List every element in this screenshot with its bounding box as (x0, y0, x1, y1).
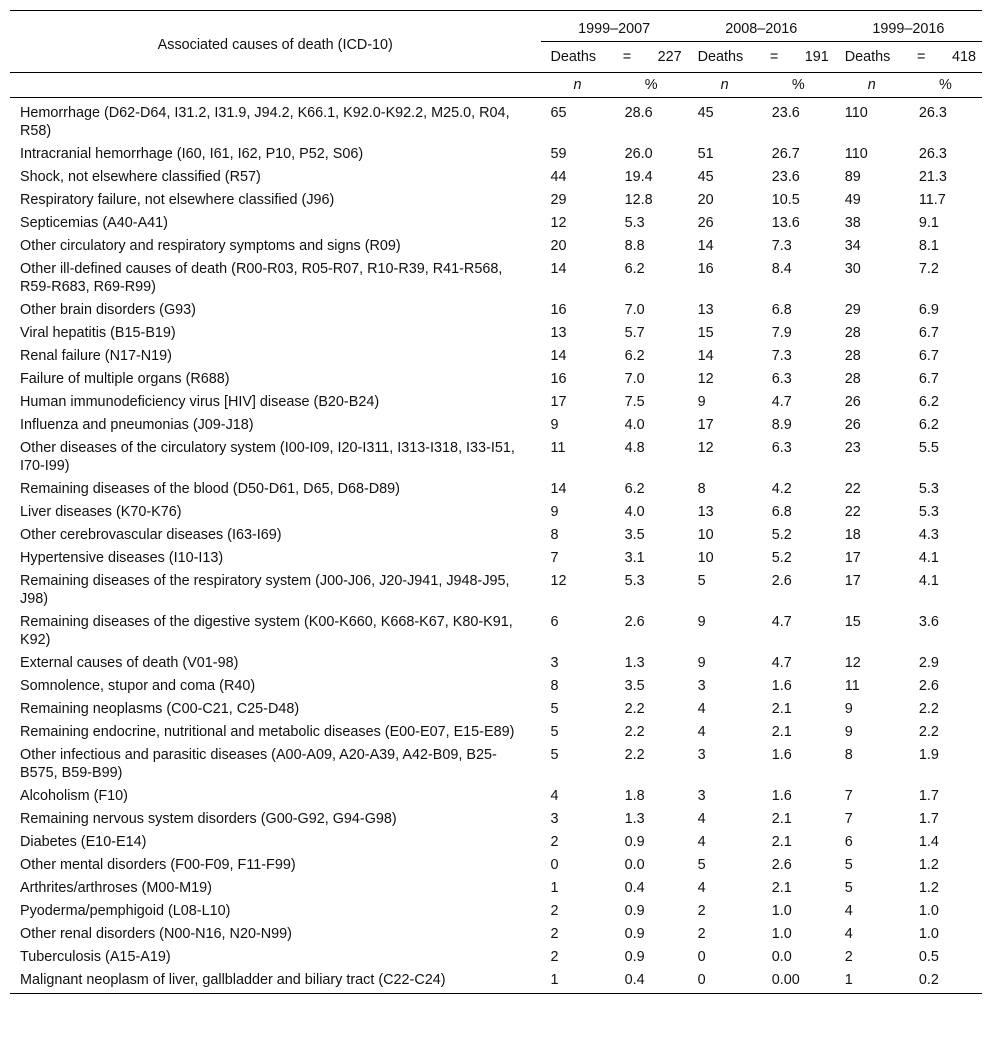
percent-cell: 26.3 (918, 146, 947, 162)
table-row (10, 321, 982, 344)
percent-cell: 2.6 (771, 857, 792, 873)
percent-cell: 5.3 (918, 504, 939, 520)
percent-cell: 7.5 (624, 394, 645, 410)
count-cell: 8 (697, 481, 706, 497)
period-header: 1999–2016 (835, 11, 982, 42)
percent-cell: 3.6 (918, 614, 939, 630)
count-cell: 9 (844, 701, 853, 717)
table-row (10, 674, 982, 697)
count-cell: 5 (844, 880, 853, 896)
table-row (10, 899, 982, 922)
percent-cell: 7.9 (771, 325, 792, 341)
count-cell: 4 (844, 903, 853, 919)
percent-cell: 1.2 (918, 857, 939, 873)
count-cell: 16 (697, 261, 714, 277)
table-row (10, 784, 982, 807)
percent-cell: 2.2 (918, 724, 939, 740)
percent-cell: 6.2 (624, 481, 645, 497)
percent-cell: 2.1 (771, 880, 792, 896)
table-row (10, 344, 982, 367)
count-cell: 26 (844, 394, 861, 410)
count-cell: 4 (550, 788, 559, 804)
deaths-total: 191 (804, 49, 829, 65)
count-cell: 7 (844, 788, 853, 804)
count-cell: 49 (844, 192, 861, 208)
count-cell: 16 (550, 302, 567, 318)
count-cell: 2 (550, 926, 559, 942)
period-header: 1999–2007 (541, 11, 688, 42)
count-cell: 20 (697, 192, 714, 208)
percent-cell: 11.7 (918, 192, 946, 208)
percent-cell: 4.0 (624, 417, 645, 433)
count-cell: 5 (550, 747, 559, 763)
percent-cell: 1.7 (918, 788, 939, 804)
count-cell: 0 (688, 968, 762, 994)
percent-cell: 2.2 (918, 701, 939, 717)
percent-cell: 6.8 (771, 504, 792, 520)
percent-cell: 6.8 (771, 302, 792, 318)
count-cell: 5 (697, 857, 706, 873)
count-cell: 7 (844, 811, 853, 827)
deaths-label: Deaths (844, 49, 891, 65)
count-cell: 59 (550, 146, 567, 162)
count-cell: 26 (697, 215, 714, 231)
percent-cell: 4.8 (624, 440, 645, 456)
count-cell: 13 (550, 325, 567, 341)
cause-cell: Respiratory failure, not elsewhere classified (J96) (20, 192, 335, 208)
table-row (10, 830, 982, 853)
percent-cell: 2.1 (771, 811, 792, 827)
count-cell: 17 (844, 573, 861, 589)
percent-cell: 6.2 (624, 348, 645, 364)
deaths-label: Deaths (697, 49, 744, 65)
percent-cell: 1.0 (771, 903, 792, 919)
percent-cell: 8.1 (918, 238, 939, 254)
cause-cell: Hypertensive diseases (I10-I13) (20, 550, 224, 566)
count-cell: 3 (697, 747, 706, 763)
percent-cell: 6.3 (771, 440, 792, 456)
count-cell: 4 (697, 811, 706, 827)
percent-cell: 5.7 (624, 325, 645, 341)
count-cell: 1 (835, 968, 909, 994)
cause-cell: Other mental disorders (F00-F09, F11-F99) (20, 857, 296, 873)
deaths-total-header (688, 42, 835, 73)
count-cell: 8 (550, 527, 559, 543)
percent-cell: 3.5 (624, 527, 645, 543)
deaths-label: Deaths (550, 49, 597, 65)
cause-cell: Intracranial hemorrhage (I60, I61, I62, P10, P52, S06) (20, 146, 364, 162)
count-cell: 9 (697, 655, 706, 671)
count-cell: 5 (697, 573, 706, 589)
percent-cell: 0.5 (918, 949, 939, 965)
n-header: n (835, 73, 909, 98)
table-row (10, 945, 982, 968)
percent-cell: 6.7 (918, 325, 939, 341)
cause-cell: Alcoholism (F10) (20, 788, 128, 804)
period-header: 2008–2016 (688, 11, 835, 42)
count-cell: 12 (550, 573, 567, 589)
cause-cell: Renal failure (N17-N19) (20, 348, 172, 364)
count-cell: 1 (541, 968, 615, 994)
percent-cell: 4.1 (918, 550, 939, 566)
percent-cell: 9.1 (918, 215, 939, 231)
count-cell: 14 (550, 481, 567, 497)
table-row (10, 720, 982, 743)
table-row (10, 697, 982, 720)
count-cell: 12 (697, 371, 714, 387)
percent-cell: 0.0 (624, 857, 645, 873)
cause-cell: Tuberculosis (A15-A19) (20, 949, 171, 965)
cause-cell: Remaining diseases of the digestive system (K00-K660, K668-K67, K80-K91, K92) (20, 614, 513, 648)
percent-cell: 0.9 (624, 926, 645, 942)
count-cell: 2 (550, 949, 559, 965)
count-cell: 22 (844, 481, 861, 497)
n-header: n (541, 73, 615, 98)
percent-cell: 8.8 (624, 238, 645, 254)
percent-cell: 1.6 (771, 747, 792, 763)
percent-cell: 4.0 (624, 504, 645, 520)
percent-cell: 0.4 (615, 968, 688, 994)
deaths-total-header (541, 42, 688, 73)
percent-cell: 10.5 (771, 192, 800, 208)
percent-cell: 6.3 (771, 371, 792, 387)
count-cell: 9 (844, 724, 853, 740)
percent-header: % (762, 73, 835, 98)
cause-cell: Other cerebrovascular diseases (I63-I69) (20, 527, 282, 543)
percent-cell: 5.3 (624, 215, 645, 231)
cause-cell: Other infectious and parasitic diseases (A00-A09, A20-A39, A42-B09, B25-B575, B59-B99) (20, 747, 497, 781)
cause-cell: Other circulatory and respiratory symptoms and signs (R09) (20, 238, 401, 254)
count-cell: 110 (844, 146, 868, 162)
count-cell: 5 (550, 724, 559, 740)
count-cell: 29 (844, 302, 861, 318)
count-cell: 17 (697, 417, 714, 433)
percent-cell: 1.6 (771, 788, 792, 804)
cause-cell: Remaining neoplasms (C00-C21, C25-D48) (20, 701, 300, 717)
percent-cell: 1.0 (918, 926, 939, 942)
count-cell: 9 (697, 614, 706, 630)
percent-cell: 5.2 (771, 527, 792, 543)
percent-cell: 5.2 (771, 550, 792, 566)
percent-header: % (909, 73, 982, 98)
count-cell: 44 (550, 169, 567, 185)
percent-cell: 0.9 (624, 834, 645, 850)
percent-cell: 1.2 (918, 880, 939, 896)
count-cell: 28 (844, 325, 861, 341)
table-row (10, 569, 982, 610)
count-cell: 4 (697, 701, 706, 717)
count-cell: 1 (550, 880, 559, 896)
count-cell: 14 (550, 261, 567, 277)
deaths-total: 227 (657, 49, 682, 65)
percent-cell: 19.4 (624, 169, 653, 185)
count-cell: 2 (844, 949, 853, 965)
table-row (10, 165, 982, 188)
count-cell: 15 (697, 325, 714, 341)
percent-cell: 13.6 (771, 215, 800, 231)
count-cell: 11 (550, 440, 566, 456)
percent-cell: 7.3 (771, 238, 792, 254)
percent-cell: 0.4 (624, 880, 645, 896)
count-cell: 6 (844, 834, 853, 850)
percent-cell: 7.0 (624, 302, 645, 318)
count-cell: 3 (550, 655, 559, 671)
count-cell: 4 (697, 880, 706, 896)
count-cell: 13 (697, 302, 714, 318)
table-row (10, 853, 982, 876)
cause-cell: Arthrites/arthroses (M00-M19) (20, 880, 212, 896)
cause-cell: Shock, not elsewhere classified (R57) (20, 169, 261, 185)
percent-cell: 1.3 (624, 655, 645, 671)
percent-cell: 2.2 (624, 701, 645, 717)
cause-cell: Diabetes (E10-E14) (20, 834, 147, 850)
cause-cell: Human immunodeficiency virus [HIV] disease (B20-B24) (20, 394, 380, 410)
count-cell: 26 (844, 417, 861, 433)
percent-cell: 6.7 (918, 348, 939, 364)
percent-cell: 2.9 (918, 655, 939, 671)
percent-cell: 2.1 (771, 724, 792, 740)
cause-column-header: Associated causes of death (ICD-10) (10, 11, 541, 73)
count-cell: 12 (844, 655, 861, 671)
equals-sign: = (916, 49, 926, 65)
percent-cell: 6.7 (918, 371, 939, 387)
table-row (10, 390, 982, 413)
percent-cell: 1.0 (918, 903, 939, 919)
deaths-total-header (835, 42, 982, 73)
table-row (10, 298, 982, 321)
count-cell: 22 (844, 504, 861, 520)
percent-cell: 1.8 (624, 788, 645, 804)
cause-cell: Liver diseases (K70-K76) (20, 504, 182, 520)
count-cell: 14 (550, 348, 567, 364)
percent-cell: 3.5 (624, 678, 645, 694)
equals-sign: = (769, 49, 779, 65)
count-cell: 3 (697, 788, 706, 804)
percent-cell: 1.4 (918, 834, 939, 850)
count-cell: 18 (844, 527, 861, 543)
table-row (10, 500, 982, 523)
cause-cell: Somnolence, stupor and coma (R40) (20, 678, 256, 694)
n-header: n (688, 73, 762, 98)
count-cell: 20 (550, 238, 567, 254)
percent-cell: 4.1 (918, 573, 939, 589)
percent-cell: 7.0 (624, 371, 645, 387)
count-cell: 16 (550, 371, 567, 387)
percent-cell: 0.9 (624, 903, 645, 919)
cause-cell: Remaining diseases of the blood (D50-D61, D65, D68-D89) (20, 481, 400, 497)
count-cell: 9 (550, 504, 559, 520)
percent-cell: 2.1 (771, 701, 792, 717)
percent-cell: 7.2 (918, 261, 939, 277)
percent-cell: 4.7 (771, 655, 792, 671)
percent-cell: 12.8 (624, 192, 653, 208)
cause-cell: External causes of death (V01-98) (20, 655, 239, 671)
count-cell: 4 (844, 926, 853, 942)
percent-cell: 28.6 (624, 105, 653, 121)
percent-cell: 2.6 (771, 573, 792, 589)
table-row (10, 546, 982, 569)
cause-cell: Malignant neoplasm of liver, gallbladder and biliary tract (C22-C24) (10, 968, 541, 994)
count-cell: 51 (697, 146, 714, 162)
count-cell: 7 (550, 550, 559, 566)
count-cell: 2 (550, 903, 559, 919)
cause-cell: Other ill-defined causes of death (R00-R03, R05-R07, R10-R39, R41-R568, R59-R683, R69-R99) (20, 261, 503, 295)
count-cell: 13 (697, 504, 714, 520)
percent-cell: 7.3 (771, 348, 792, 364)
count-cell: 45 (697, 169, 714, 185)
percent-cell: 1.3 (624, 811, 645, 827)
cause-cell: Remaining nervous system disorders (G00-G92, G94-G98) (20, 811, 397, 827)
count-cell: 10 (697, 550, 714, 566)
percent-cell: 2.2 (624, 724, 645, 740)
percent-cell: 6.2 (624, 261, 645, 277)
cause-cell: Remaining diseases of the respiratory system (J00-J06, J20-J941, J948-J95, J98) (20, 573, 510, 607)
percent-cell: 4.2 (771, 481, 792, 497)
percent-cell: 26.7 (771, 146, 800, 162)
count-cell: 5 (550, 701, 559, 717)
count-cell: 8 (550, 678, 559, 694)
count-cell: 38 (844, 215, 861, 231)
count-cell: 2 (550, 834, 559, 850)
count-cell: 17 (550, 394, 567, 410)
percent-cell: 26.3 (918, 105, 947, 121)
percent-cell: 8.9 (771, 417, 792, 433)
table-row (10, 367, 982, 390)
percent-cell: 4.7 (771, 394, 792, 410)
table-row (10, 142, 982, 165)
percent-cell: 8.4 (771, 261, 792, 277)
count-cell: 12 (550, 215, 567, 231)
count-cell: 9 (550, 417, 559, 433)
cause-cell: Viral hepatitis (B15-B19) (20, 325, 176, 341)
percent-cell: 21.3 (918, 169, 947, 185)
count-cell: 28 (844, 348, 861, 364)
count-cell: 0 (550, 857, 559, 873)
cause-cell: Other brain disorders (G93) (20, 302, 196, 318)
table-row (10, 968, 982, 994)
count-cell: 2 (697, 903, 706, 919)
cause-cell: Influenza and pneumonias (J09-J18) (20, 417, 254, 433)
cause-cell: Remaining endocrine, nutritional and metabolic diseases (E00-E07, E15-E89) (20, 724, 515, 740)
count-cell: 14 (697, 238, 714, 254)
count-cell: 23 (844, 440, 861, 456)
percent-cell: 0.0 (771, 949, 792, 965)
percent-cell: 1.6 (771, 678, 792, 694)
table-row (10, 188, 982, 211)
percent-cell: 5.3 (624, 573, 645, 589)
count-cell: 15 (844, 614, 861, 630)
count-cell: 29 (550, 192, 567, 208)
table-body (10, 98, 982, 994)
percent-cell: 6.2 (918, 394, 939, 410)
equals-sign: = (622, 49, 632, 65)
count-cell: 10 (697, 527, 714, 543)
percent-cell: 1.0 (771, 926, 792, 942)
count-cell: 11 (844, 678, 860, 694)
percent-cell: 23.6 (771, 105, 800, 121)
table-row (10, 651, 982, 674)
table-row (10, 523, 982, 546)
count-cell: 12 (697, 440, 714, 456)
table-row (10, 477, 982, 500)
count-cell: 34 (844, 238, 861, 254)
count-cell: 6 (550, 614, 559, 630)
percent-cell: 0.2 (909, 968, 982, 994)
table-row (10, 876, 982, 899)
count-cell: 5 (844, 857, 853, 873)
percent-cell: 1.9 (918, 747, 939, 763)
percent-cell: 2.6 (624, 614, 645, 630)
count-cell: 28 (844, 371, 861, 387)
table-row (10, 436, 982, 477)
table-row (10, 98, 982, 143)
table-row (10, 743, 982, 784)
cause-cell: Other diseases of the circulatory system (I00-I09, I20-I311, I313-I318, I33-I51, I70-I99) (20, 440, 515, 474)
percent-cell: 0.9 (624, 949, 645, 965)
causes-of-death-table (10, 10, 982, 994)
count-cell: 4 (697, 834, 706, 850)
count-cell: 0 (697, 949, 706, 965)
percent-cell: 4.7 (771, 614, 792, 630)
count-cell: 4 (697, 724, 706, 740)
percent-cell: 4.3 (918, 527, 939, 543)
deaths-total: 418 (951, 49, 976, 65)
table-row (10, 413, 982, 436)
percent-header: % (615, 73, 688, 98)
count-cell: 14 (697, 348, 714, 364)
subheader-spacer (10, 73, 541, 98)
percent-cell: 2.2 (624, 747, 645, 763)
percent-cell: 23.6 (771, 169, 800, 185)
percent-cell: 2.1 (771, 834, 792, 850)
table-row (10, 257, 982, 298)
cause-cell: Other renal disorders (N00-N16, N20-N99) (20, 926, 292, 942)
table-row (10, 610, 982, 651)
percent-cell: 26.0 (624, 146, 653, 162)
cause-cell: Pyoderma/pemphigoid (L08-L10) (20, 903, 231, 919)
count-cell: 3 (697, 678, 706, 694)
table-row (10, 211, 982, 234)
percent-cell: 5.5 (918, 440, 939, 456)
cause-cell: Hemorrhage (D62-D64, I31.2, I31.9, J94.2, K66.1, K92.0-K92.2, M25.0, R04, R58) (20, 105, 510, 139)
table-row (10, 922, 982, 945)
table-row (10, 807, 982, 830)
percent-cell: 5.3 (918, 481, 939, 497)
count-cell: 3 (550, 811, 559, 827)
percent-cell: 3.1 (624, 550, 645, 566)
count-cell: 65 (550, 105, 567, 121)
count-cell: 2 (697, 926, 706, 942)
count-cell: 8 (844, 747, 853, 763)
percent-cell: 6.2 (918, 417, 939, 433)
cause-cell: Septicemias (A40-A41) (20, 215, 168, 231)
count-cell: 45 (697, 105, 714, 121)
count-cell: 110 (844, 105, 868, 121)
count-cell: 30 (844, 261, 861, 277)
percent-cell: 1.7 (918, 811, 939, 827)
count-cell: 89 (844, 169, 861, 185)
percent-cell: 6.9 (918, 302, 939, 318)
percent-cell: 2.6 (918, 678, 939, 694)
table-row (10, 234, 982, 257)
count-cell: 17 (844, 550, 861, 566)
cause-cell: Failure of multiple organs (R688) (20, 371, 230, 387)
percent-cell: 0.00 (762, 968, 835, 994)
count-cell: 9 (697, 394, 706, 410)
